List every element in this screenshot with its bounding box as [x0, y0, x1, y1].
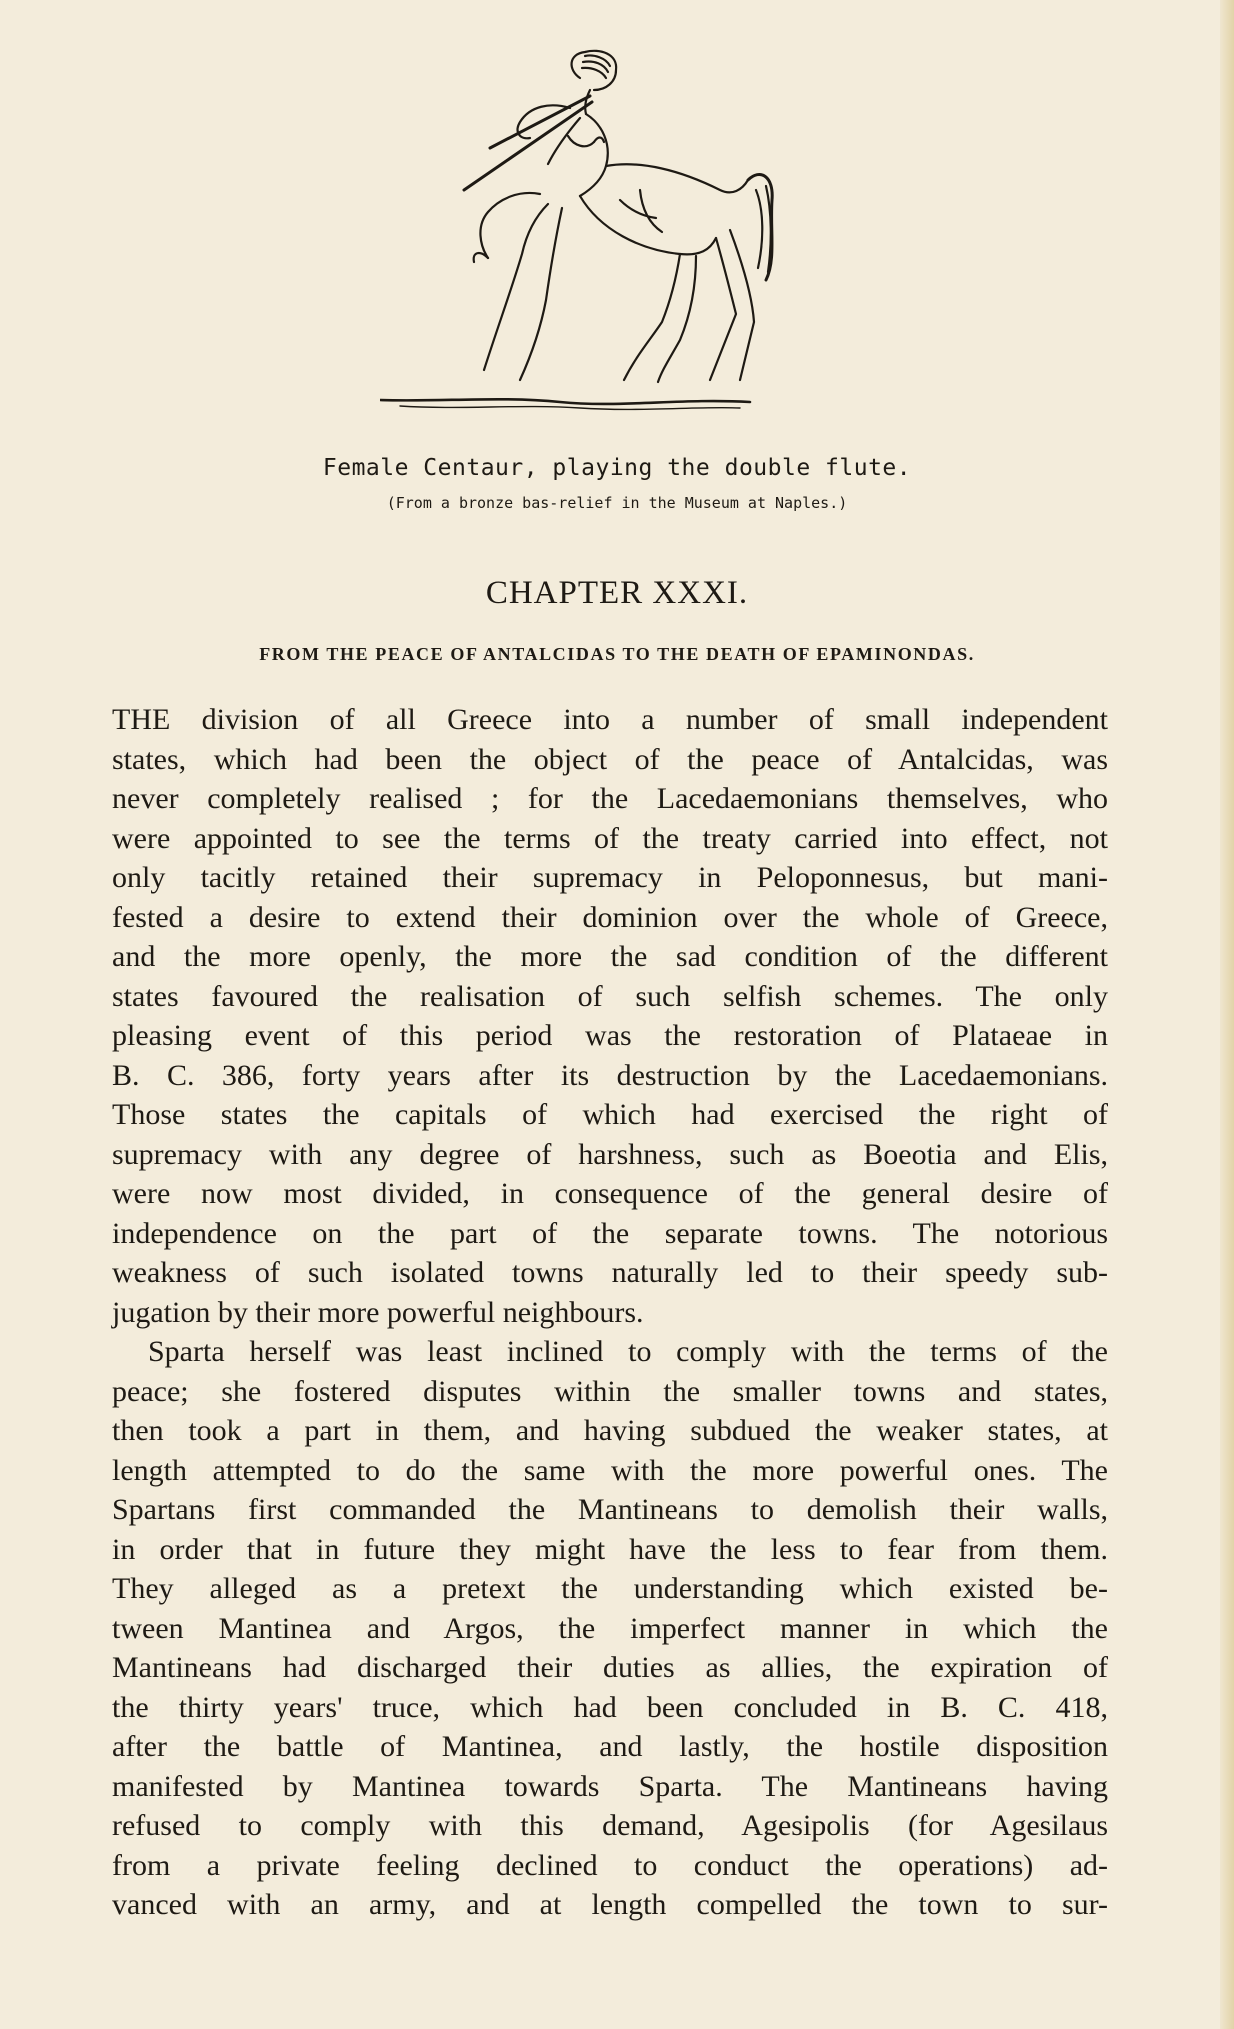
- text-line: the thirty years' truce, which had been concluded in B. C. 418,: [112, 1690, 1108, 1724]
- text-line: weakness of such isolated towns naturally led to their speedy sub-: [112, 1256, 1108, 1289]
- text-line: states favoured the realisation of such selfish schemes. The only: [112, 979, 1108, 1013]
- text-line: in order that in future they might have the less to fear from them.: [112, 1532, 1108, 1566]
- text-line: Mantineans had discharged their duties as allies, the expiration of: [112, 1651, 1108, 1684]
- text-line: peace; she fostered disputes within the smaller towns and states,: [112, 1374, 1108, 1408]
- text-line: from a private feeling declined to conduct the operations) ad-: [112, 1848, 1108, 1882]
- text-line: and the more openly, the more the sad condition of the different: [112, 940, 1108, 973]
- paragraph: [112, 700, 1108, 1332]
- text-line: were now most divided, in consequence of the general desire of: [112, 1177, 1108, 1210]
- text-line: B. C. 386, forty years after its destruction by the Lacedaemonians.: [112, 1058, 1108, 1092]
- text-line: Those states the capitals of which had exercised the right of: [112, 1098, 1108, 1131]
- text-line: Sparta herself was least inclined to comply with the terms of the: [148, 1335, 1108, 1368]
- text-line: They alleged as a pretext the understanding which existed be-: [112, 1572, 1108, 1605]
- text-line: fested a desire to extend their dominion over the whole of Greece,: [112, 900, 1108, 934]
- text-line: independence on the part of the separate towns. The notorious: [112, 1216, 1108, 1250]
- text-line: after the battle of Mantinea, and lastly, the hostile disposition: [112, 1730, 1108, 1763]
- text-line: then took a part in them, and having subdued the weaker states, at: [112, 1414, 1108, 1447]
- text-line: THE division of all Greece into a number of small independent: [112, 703, 1108, 736]
- chapter-title: CHAPTER XXXI.: [485, 575, 749, 611]
- page-edge: [1220, 0, 1234, 2029]
- text-line: jugation by their more powerful neighbours.: [112, 1295, 644, 1329]
- text-line: vanced with an army, and at length compelled the town to sur-: [112, 1888, 1108, 1921]
- centaur-illustration: [380, 40, 820, 440]
- text-line: never completely realised ; for the Lacedaemonians themselves, who: [112, 782, 1108, 815]
- chapter-subtitle: FROM THE PEACE OF ANTALCIDAS TO THE DEATH OF EPAMINONDAS.: [259, 644, 975, 664]
- text-line: manifested by Mantinea towards Sparta. The Mantineans having: [112, 1769, 1108, 1803]
- text-line: pleasing event of this period was the restoration of Plataeae in: [112, 1019, 1108, 1052]
- text-line: length attempted to do the same with the more powerful ones. The: [112, 1453, 1108, 1487]
- text-line: refused to comply with this demand, Agesipolis (for Agesilaus: [112, 1809, 1108, 1842]
- text-line: were appointed to see the terms of the treaty carried into effect, not: [112, 821, 1108, 855]
- text-line: states, which had been the object of the peace of Antalcidas, was: [112, 742, 1108, 776]
- figure-source-note: (From a bronze bas-relief in the Museum at Naples.): [386, 494, 848, 512]
- text-line: Spartans first commanded the Mantineans to demolish their walls,: [112, 1493, 1108, 1526]
- text-line: only tacitly retained their supremacy in Peloponnesus, but mani-: [112, 861, 1108, 894]
- figure-caption: Female Centaur, playing the double flute.: [322, 455, 912, 481]
- body-text: [112, 700, 1108, 1925]
- text-line: supremacy with any degree of harshness, such as Boeotia and Elis,: [112, 1137, 1108, 1171]
- paragraph: [112, 1332, 1108, 1925]
- text-line: tween Mantinea and Argos, the imperfect manner in which the: [112, 1611, 1108, 1645]
